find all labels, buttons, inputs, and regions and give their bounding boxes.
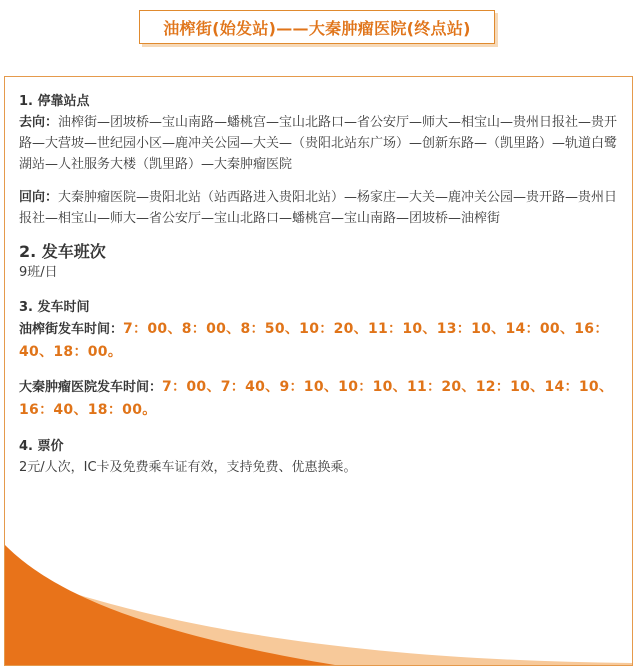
departures-a [19, 318, 619, 364]
departures-b [19, 376, 619, 422]
section-frequency-heading: 2. 发车班次 [19, 242, 106, 261]
fare-value: 2元/人次，IC卡及免费乘车证有效，支持免费、优惠换乘。 [19, 460, 357, 475]
frequency-value: 9班/日 [19, 265, 58, 280]
card-content [19, 91, 619, 478]
return-stops: 大秦肿瘤医院—贵阳北站（站西路进入贵阳北站）—杨家庄—大关—鹿冲关公园—贵开路—贵州日报社—相宝山—师大—省公安厅—宝山北路口—蟠桃宫—宝山南路—团坡桥—油榨街 [19, 190, 618, 226]
departures-b-times: 7：00、7：40、9：10、10：10、11：20、12：10、14：10、16：40、18：00。 [19, 379, 614, 418]
departures-a-label: 油榨街发车时间： [19, 322, 124, 337]
outbound-label: 去向： [19, 115, 59, 130]
departures-b-label: 大秦肿瘤医院发车时间： [19, 380, 163, 395]
route-title: 油榨街(始发站)——大秦肿瘤医院(终点站) [163, 18, 471, 38]
outbound-route [19, 112, 619, 175]
info-card [4, 76, 633, 666]
section-times-heading: 3. 发车时间 [19, 300, 90, 315]
decorative-wave [5, 545, 633, 665]
route-title-box [139, 10, 495, 44]
departures-a-times: 7：00、8：00、8：50、10：20、11：10、13：10、14：00、16：40、18：00。 [19, 321, 609, 360]
section-fare-heading: 4. 票价 [19, 439, 64, 454]
return-route [19, 187, 619, 229]
return-label: 回向： [19, 190, 59, 205]
outbound-stops: 油榨街—团坡桥—宝山南路—蟠桃宫—宝山北路口—省公安厅—师大—相宝山—贵州日报社—贵开路—大营坡—世纪园小区—鹿冲关公园—大关—（贵阳北站东广场）—创新东路—（凯里路）—轨道白鹭湖站—人社服务大楼（凯里路）—大秦肿瘤医院 [19, 115, 618, 172]
section-stops-heading: 1. 停靠站点 [19, 94, 90, 109]
